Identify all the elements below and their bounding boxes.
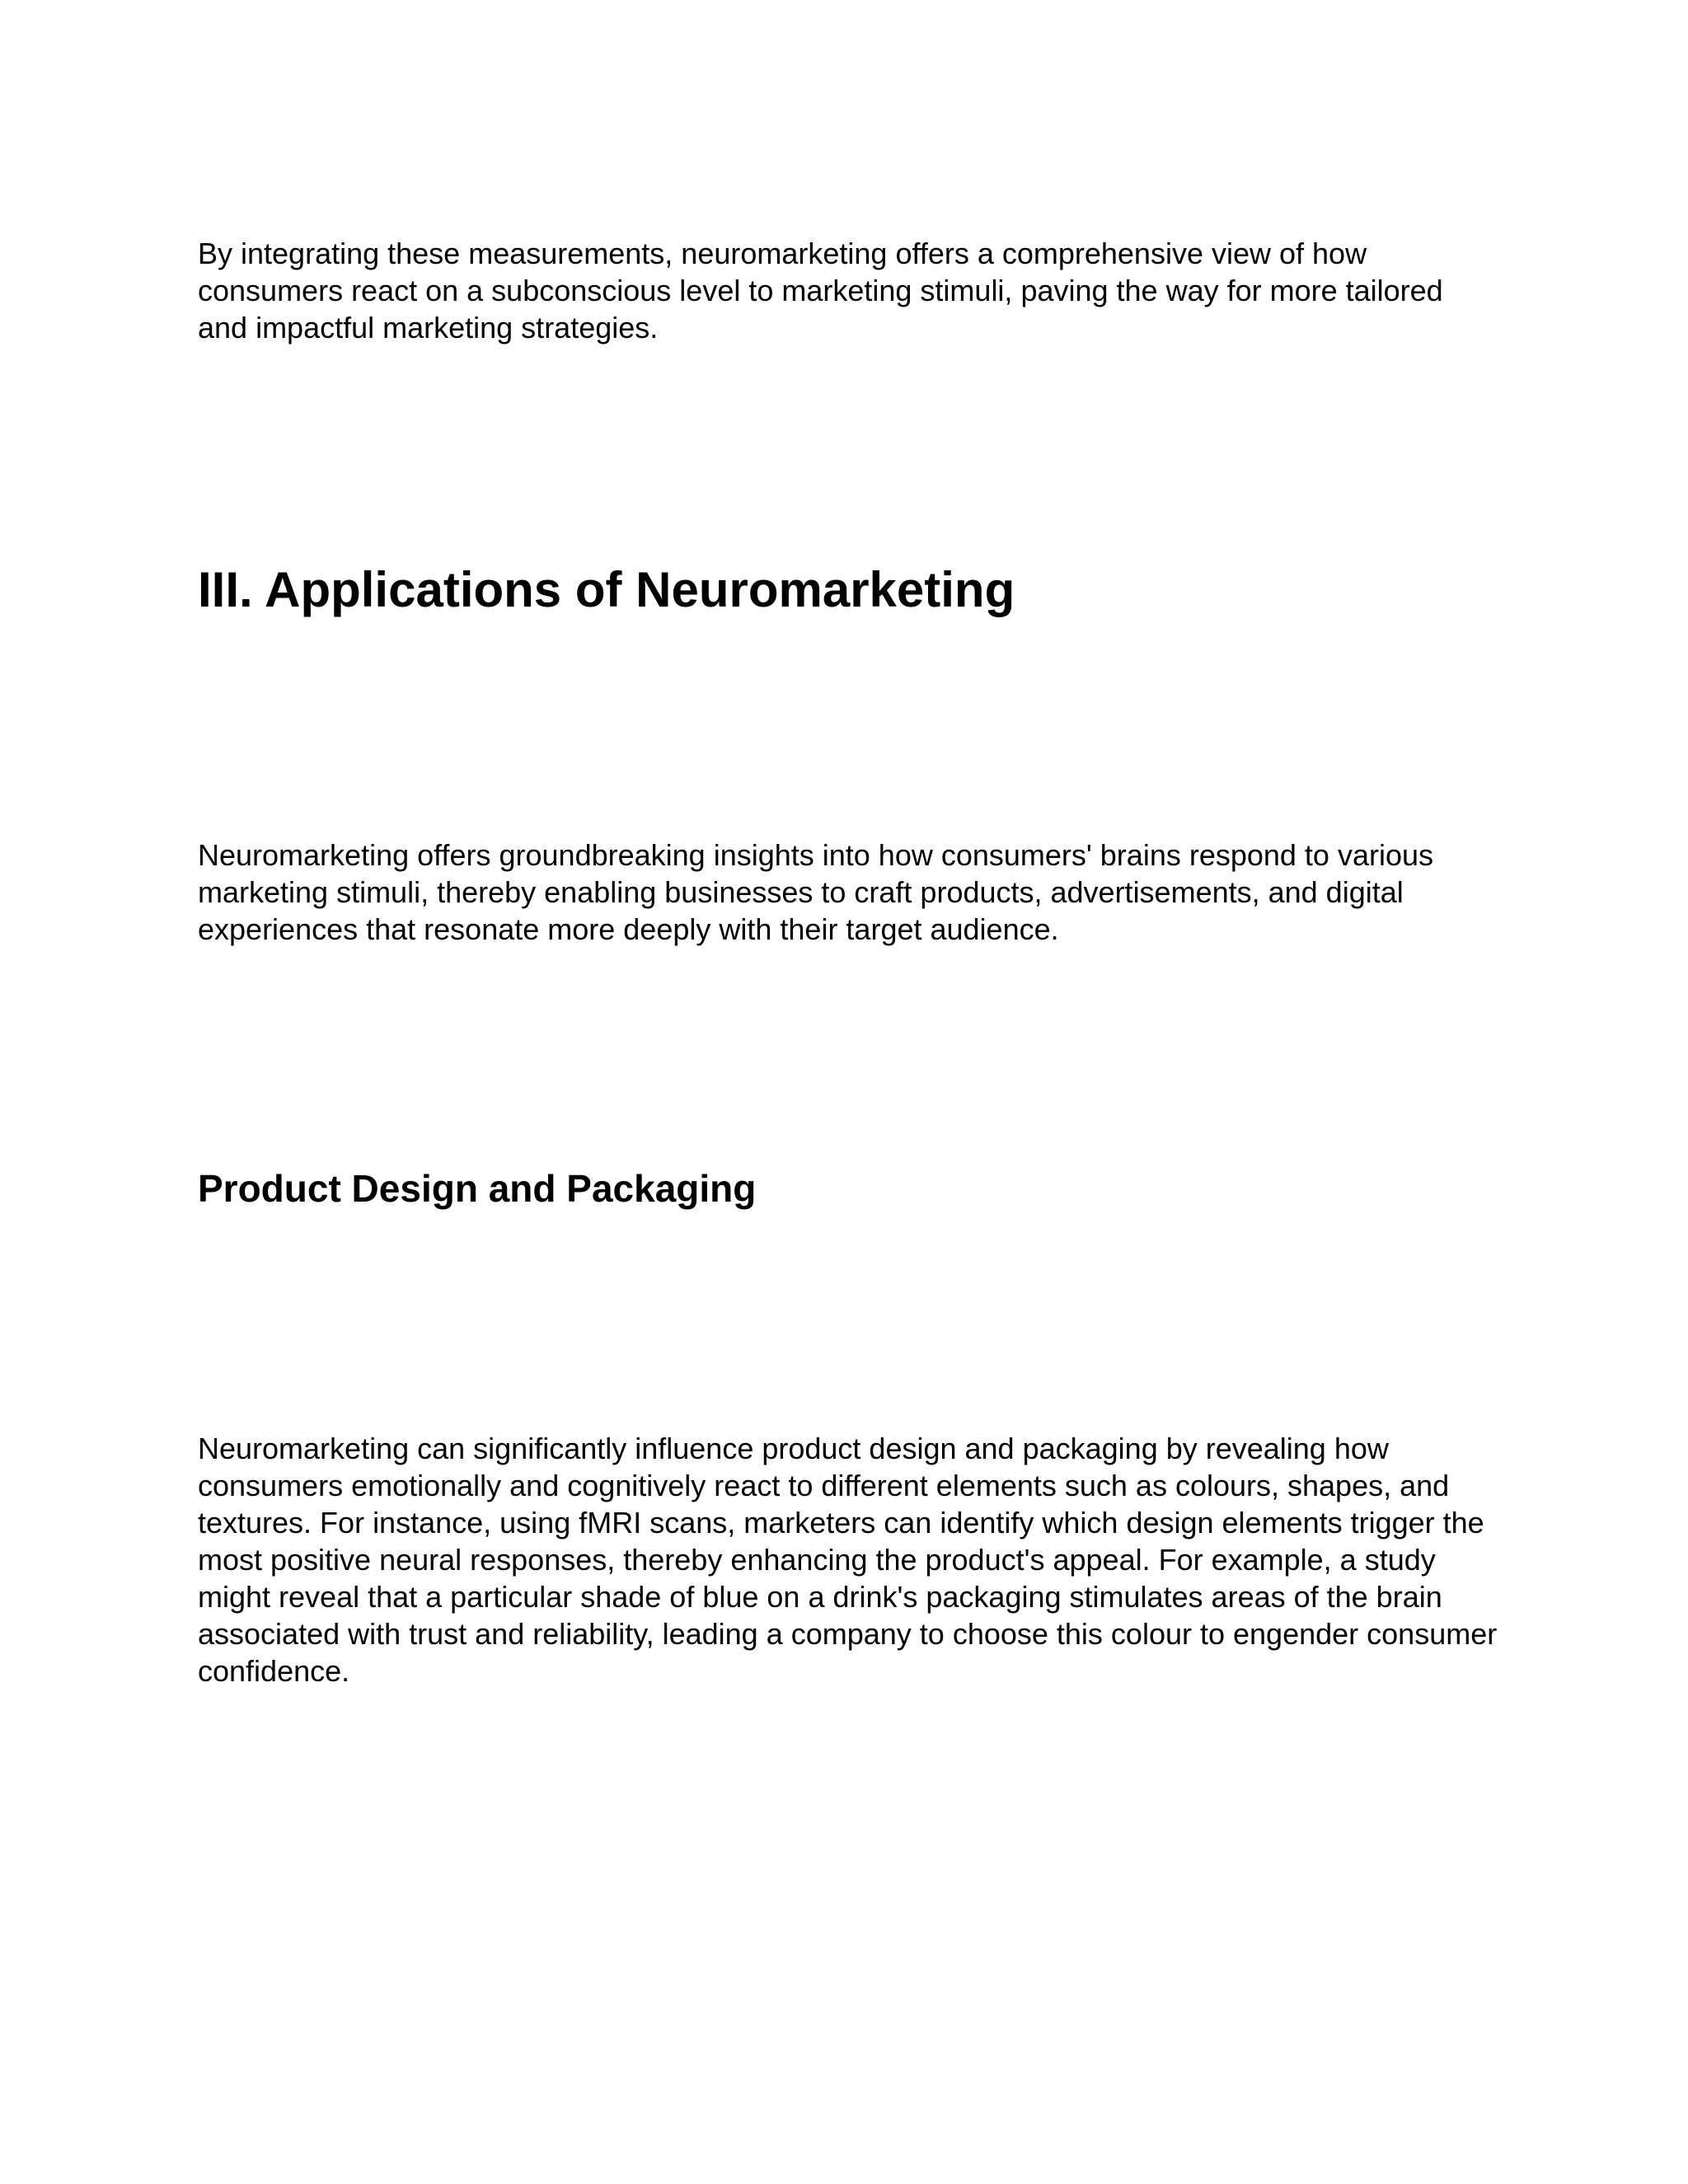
section-paragraph: Neuromarketing offers groundbreaking insights into how consumers' brains respond to various marketing stimuli, thereby enabling businesses to craft products, advertisements, and digital experiences that resonate more deeply with their target audience. — [198, 838, 1434, 946]
subsection-heading: Product Design and Packaging — [198, 1167, 757, 1210]
section-heading: III. Applications of Neuromarketing — [198, 562, 1015, 617]
subsection-paragraph: Neuromarketing can significantly influence product design and packaging by revealing how consumers emotionally and cognitively react to different elements such as colours, shapes, and textures. For instance, using fMRI scans, marketers can identify which design elements trigger the most positive neural responses, thereby enhancing the product's appeal. For example, a study might reveal that a particular shade of blue on a drink's packaging stimulates areas of the brain associated with trust and reliability, leading a company to choose this colour to engender consumer confidence. — [198, 1432, 1498, 1688]
intro-paragraph: By integrating these measurements, neuromarketing offers a comprehensive view of how consumers react on a subconscious level to marketing stimuli, paving the way for more tailored and impactful marketing strategies. — [198, 237, 1443, 344]
